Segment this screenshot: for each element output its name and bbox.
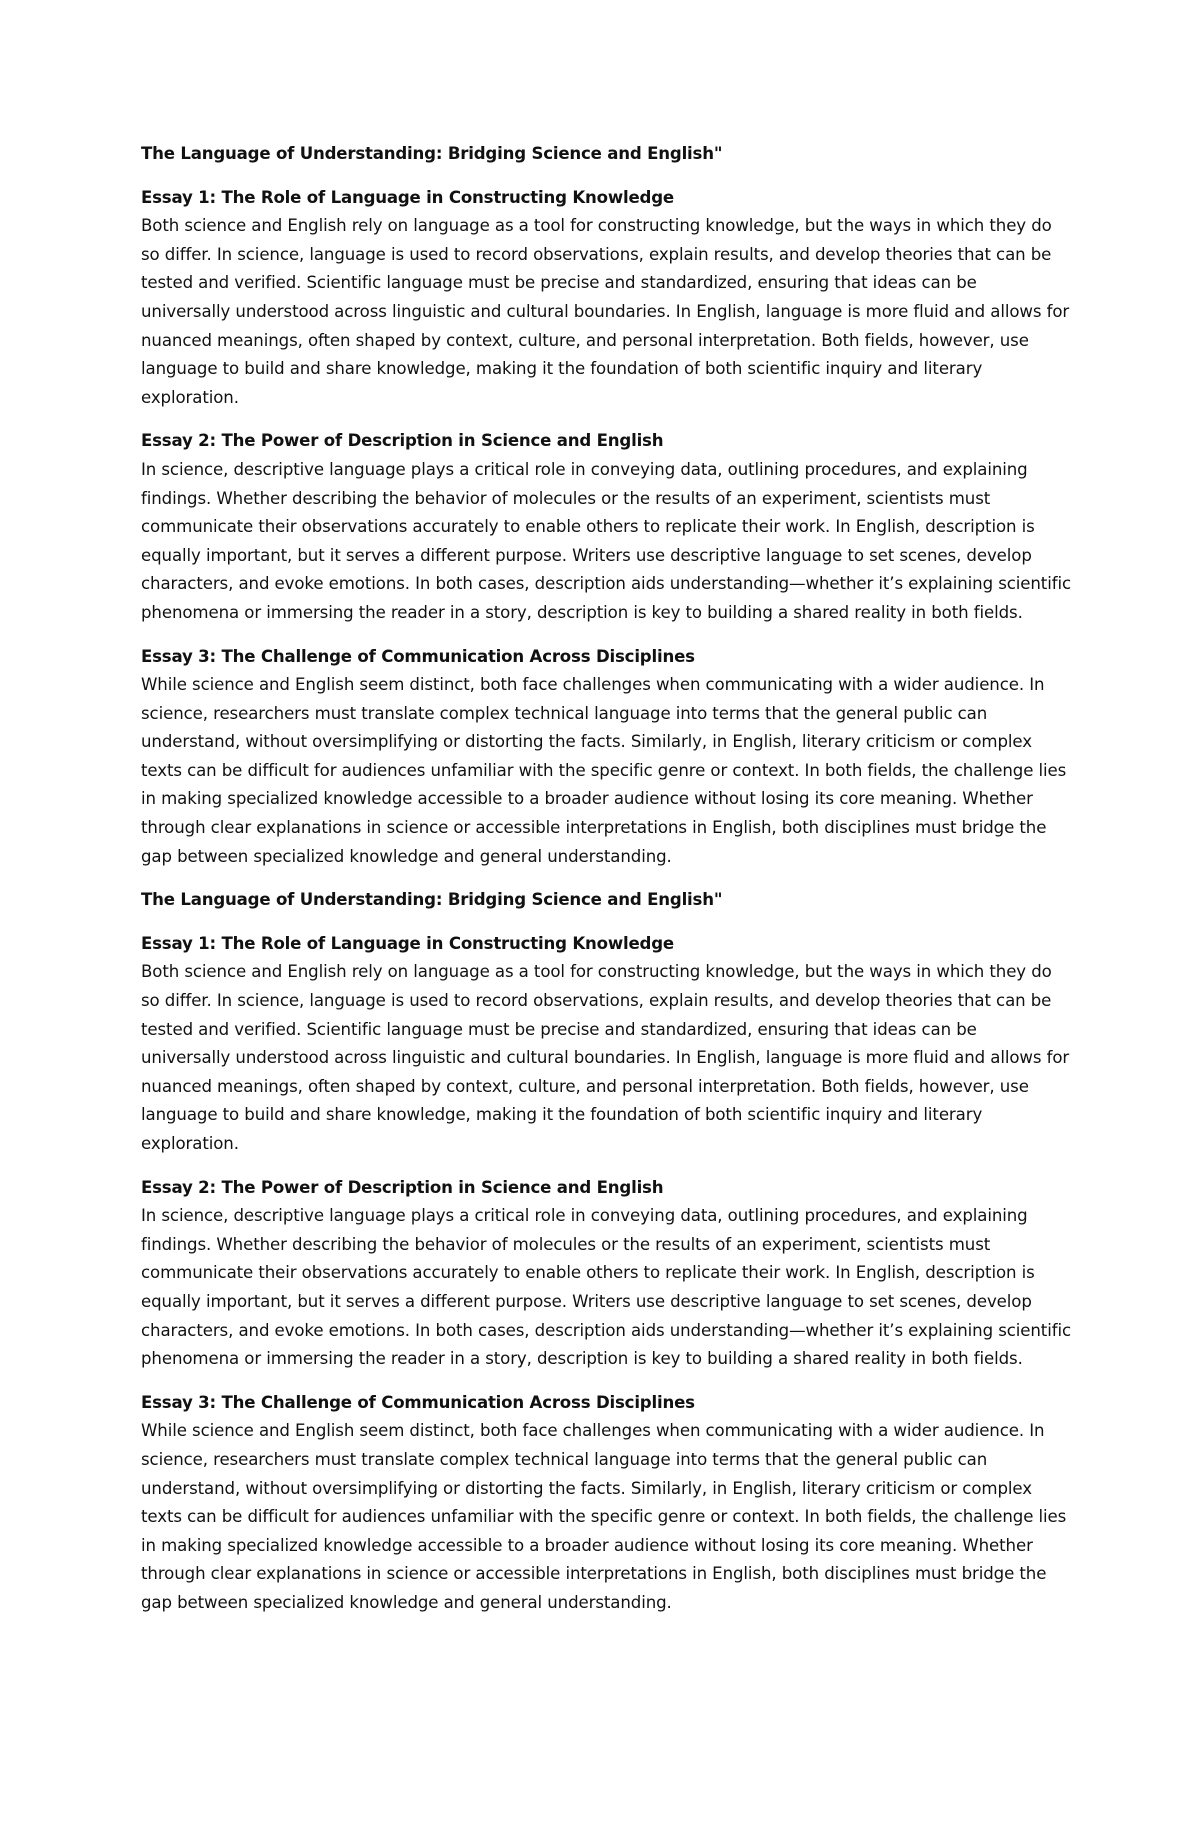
- essay-section-3: [141, 643, 1071, 872]
- essay-heading: Essay 1: The Role of Language in Constructing Knowledge: [141, 933, 674, 953]
- document-page: [141, 140, 1071, 1633]
- essay-section-2: [141, 427, 1071, 627]
- essay-section-1: [141, 930, 1071, 1159]
- essay-section-1: [141, 184, 1071, 413]
- essay-body: In science, descriptive language plays a critical role in conveying data, outlining procedures, and explaining findings. Whether describing the behavior of molecules or the results of an experiment, scientists must communicate their observations accurately to enable others to replicate their work. In English, description is equally important, but it serves a different purpose. Writers use descriptive language to set scenes, develop characters, and evoke emotions. In both cases, description aids understanding—whether it’s explaining scientific phenomena or immersing the reader in a story, description is key to building a shared reality in both fields.: [141, 459, 1071, 622]
- essay-body: Both science and English rely on language as a tool for constructing knowledge, but the ways in which they do so differ. In science, language is used to record observations, explain results, and develop theories that can be tested and verified. Scientific language must be precise and standardized, ensuring that ideas can be universally understood across linguistic and cultural boundaries. In English, language is more fluid and allows for nuanced meanings, often shaped by context, culture, and personal interpretation. Both fields, however, use language to build and share knowledge, making it the foundation of both scientific inquiry and literary exploration.: [141, 962, 1070, 1153]
- essay-heading: Essay 1: The Role of Language in Constructing Knowledge: [141, 187, 674, 207]
- essay-heading: Essay 3: The Challenge of Communication Across Disciplines: [141, 1392, 695, 1412]
- essay-heading: Essay 3: The Challenge of Communication Across Disciplines: [141, 646, 695, 666]
- essay-heading: Essay 2: The Power of Description in Science and English: [141, 431, 664, 451]
- document-title: The Language of Understanding: Bridging Science and English": [141, 890, 723, 910]
- essay-body: Both science and English rely on language as a tool for constructing knowledge, but the ways in which they do so differ. In science, language is used to record observations, explain results, and develop theories that can be tested and verified. Scientific language must be precise and standardized, ensuring that ideas can be universally understood across linguistic and cultural boundaries. In English, language is more fluid and allows for nuanced meanings, often shaped by context, culture, and personal interpretation. Both fields, however, use language to build and share knowledge, making it the foundation of both scientific inquiry and literary exploration.: [141, 216, 1070, 407]
- essay-section-2: [141, 1174, 1071, 1374]
- essay-section-3: [141, 1389, 1071, 1618]
- document-block-2: [141, 886, 1071, 1617]
- essay-body: In science, descriptive language plays a critical role in conveying data, outlining procedures, and explaining findings. Whether describing the behavior of molecules or the results of an experiment, scientists must communicate their observations accurately to enable others to replicate their work. In English, description is equally important, but it serves a different purpose. Writers use descriptive language to set scenes, develop characters, and evoke emotions. In both cases, description aids understanding—whether it’s explaining scientific phenomena or immersing the reader in a story, description is key to building a shared reality in both fields.: [141, 1206, 1071, 1369]
- document-block-1: [141, 140, 1071, 871]
- essay-heading: Essay 2: The Power of Description in Science and English: [141, 1177, 664, 1197]
- essay-body: While science and English seem distinct, both face challenges when communicating with a wider audience. In science, researchers must translate complex technical language into terms that the general public can understand, without oversimplifying or distorting the facts. Similarly, in English, literary criticism or complex texts can be difficult for audiences unfamiliar with the specific genre or context. In both fields, the challenge lies in making specialized knowledge accessible to a broader audience without losing its core meaning. Whether through clear explanations in science or accessible interpretations in English, both disciplines must bridge the gap between specialized knowledge and general understanding.: [141, 1421, 1067, 1612]
- document-title: The Language of Understanding: Bridging Science and English": [141, 144, 723, 163]
- essay-body: While science and English seem distinct, both face challenges when communicating with a wider audience. In science, researchers must translate complex technical language into terms that the general public can understand, without oversimplifying or distorting the facts. Similarly, in English, literary criticism or complex texts can be difficult for audiences unfamiliar with the specific genre or context. In both fields, the challenge lies in making specialized knowledge accessible to a broader audience without losing its core meaning. Whether through clear explanations in science or accessible interpretations in English, both disciplines must bridge the gap between specialized knowledge and general understanding.: [141, 675, 1067, 866]
